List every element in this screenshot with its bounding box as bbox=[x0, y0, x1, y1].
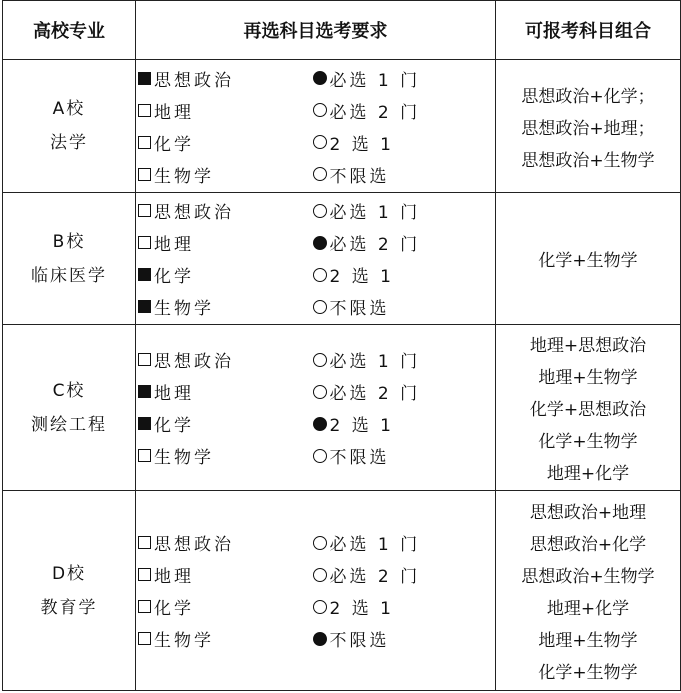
header-requirement: 再选科目选考要求 bbox=[136, 1, 496, 60]
subject-option bbox=[138, 291, 311, 323]
subject-option bbox=[138, 126, 311, 158]
requirement-mode-option bbox=[313, 195, 496, 227]
subject-label: 思想政治 bbox=[154, 352, 234, 372]
subject-label: 思想政治 bbox=[154, 535, 234, 555]
mode-label: 必选 1 门 bbox=[329, 203, 421, 223]
requirement-mode-option bbox=[313, 440, 496, 472]
subject-option bbox=[138, 527, 311, 559]
table-row bbox=[3, 60, 681, 193]
combo-item: 地理+思想政治 bbox=[529, 336, 647, 356]
subject-label: 地理 bbox=[154, 384, 194, 404]
combo-item: 思想政治+生物学 bbox=[521, 567, 655, 587]
empty-circle-icon bbox=[313, 353, 327, 367]
mode-label: 不限选 bbox=[329, 448, 390, 468]
subject-label: 地理 bbox=[154, 567, 194, 587]
empty-box-icon bbox=[138, 600, 151, 613]
subject-label: 思想政治 bbox=[154, 70, 234, 91]
school-name: D校 bbox=[51, 563, 87, 584]
major-name: 测绘工程 bbox=[31, 414, 107, 435]
requirement-mode-option bbox=[313, 376, 496, 408]
requirement-mode-option bbox=[313, 559, 496, 591]
empty-circle-icon bbox=[313, 300, 327, 314]
requirement-mode-option bbox=[313, 623, 496, 655]
subject-label: 化学 bbox=[154, 134, 194, 155]
empty-circle-icon bbox=[313, 167, 327, 181]
subject-option bbox=[138, 623, 311, 655]
filled-circle-icon bbox=[313, 71, 327, 85]
requirement-mode-cell bbox=[311, 491, 496, 691]
subject-requirements-table bbox=[2, 0, 681, 691]
subject-option bbox=[138, 559, 311, 591]
school-name: B校 bbox=[52, 231, 86, 252]
empty-box-icon bbox=[138, 449, 151, 462]
subject-label: 地理 bbox=[154, 235, 194, 255]
empty-box-icon bbox=[138, 236, 151, 249]
subject-label: 思想政治 bbox=[154, 203, 234, 223]
empty-circle-icon bbox=[313, 449, 327, 463]
subject-option bbox=[138, 440, 311, 472]
requirement-mode-option bbox=[313, 158, 496, 190]
empty-box-icon bbox=[138, 204, 151, 217]
empty-circle-icon bbox=[313, 536, 327, 550]
subject-options-cell bbox=[136, 491, 311, 691]
combo-item: 地理+化学 bbox=[546, 464, 630, 484]
empty-circle-icon bbox=[313, 103, 327, 117]
empty-box-icon bbox=[138, 568, 151, 581]
header-row bbox=[3, 1, 681, 60]
mode-label: 必选 1 门 bbox=[329, 70, 421, 91]
subject-options-cell bbox=[136, 193, 311, 325]
mode-label: 不限选 bbox=[329, 166, 390, 187]
requirement-mode-option bbox=[313, 408, 496, 440]
requirement-mode-cell bbox=[311, 325, 496, 491]
subject-option bbox=[138, 195, 311, 227]
subject-label: 生物学 bbox=[154, 448, 214, 468]
combo-item: 化学+生物学 bbox=[538, 432, 638, 452]
subject-option bbox=[138, 158, 311, 190]
subject-label: 化学 bbox=[154, 416, 194, 436]
combo-item: 思想政治+化学； bbox=[521, 86, 655, 107]
mode-label: 必选 2 门 bbox=[329, 384, 421, 404]
empty-box-icon bbox=[138, 136, 151, 149]
subject-label: 生物学 bbox=[154, 166, 214, 187]
checked-box-icon bbox=[138, 417, 151, 430]
requirement-mode-option bbox=[313, 591, 496, 623]
combo-item: 化学+生物学 bbox=[538, 663, 638, 683]
subject-option bbox=[138, 259, 311, 291]
mode-label: 2 选 1 bbox=[329, 416, 394, 436]
combo-item: 思想政治+地理 bbox=[529, 503, 647, 523]
checked-box-icon bbox=[138, 300, 151, 313]
header-combos: 可报考科目组合 bbox=[496, 1, 681, 60]
combo-item: 思想政治+生物学 bbox=[521, 150, 655, 171]
mode-label: 必选 1 门 bbox=[329, 535, 421, 555]
subject-label: 生物学 bbox=[154, 631, 214, 651]
subject-options-cell bbox=[136, 325, 311, 491]
subject-option bbox=[138, 227, 311, 259]
empty-box-icon bbox=[138, 104, 151, 117]
school-major-cell bbox=[3, 491, 136, 691]
empty-circle-icon bbox=[313, 204, 327, 218]
subject-label: 化学 bbox=[154, 599, 194, 619]
checked-box-icon bbox=[138, 385, 151, 398]
empty-circle-icon bbox=[313, 268, 327, 282]
school-name: C校 bbox=[52, 380, 86, 401]
combos-cell bbox=[496, 60, 681, 193]
subject-options-cell bbox=[136, 60, 311, 193]
table-row bbox=[3, 491, 681, 691]
subject-option bbox=[138, 344, 311, 376]
requirement-mode-option bbox=[313, 527, 496, 559]
combos-cell bbox=[496, 491, 681, 691]
combo-item: 思想政治+化学 bbox=[529, 535, 647, 555]
mode-label: 不限选 bbox=[329, 631, 390, 651]
major-name: 法学 bbox=[50, 133, 88, 153]
school-major-cell bbox=[3, 193, 136, 325]
requirement-mode-cell bbox=[311, 60, 496, 193]
empty-box-icon bbox=[138, 632, 151, 645]
requirement-mode-option bbox=[313, 227, 496, 259]
combos-cell bbox=[496, 325, 681, 491]
combos-cell bbox=[496, 193, 681, 325]
subject-option bbox=[138, 408, 311, 440]
mode-label: 必选 2 门 bbox=[329, 235, 421, 255]
mode-label: 必选 2 门 bbox=[329, 102, 421, 123]
school-major-cell bbox=[3, 325, 136, 491]
filled-circle-icon bbox=[313, 417, 327, 431]
requirement-mode-option bbox=[313, 291, 496, 323]
subject-label: 生物学 bbox=[154, 299, 214, 319]
empty-circle-icon bbox=[313, 568, 327, 582]
combo-item: 地理+化学 bbox=[546, 599, 630, 619]
combo-item: 地理+生物学 bbox=[538, 368, 638, 388]
empty-circle-icon bbox=[313, 600, 327, 614]
mode-label: 必选 1 门 bbox=[329, 352, 421, 372]
mode-label: 2 选 1 bbox=[329, 267, 394, 287]
school-name: A校 bbox=[52, 99, 86, 119]
subject-option bbox=[138, 376, 311, 408]
combo-item: 地理+生物学 bbox=[538, 631, 638, 651]
subject-option bbox=[138, 94, 311, 126]
filled-circle-icon bbox=[313, 236, 327, 250]
requirement-mode-option bbox=[313, 94, 496, 126]
table-row bbox=[3, 325, 681, 491]
empty-circle-icon bbox=[313, 135, 327, 149]
header-major: 高校专业 bbox=[3, 1, 136, 60]
mode-label: 不限选 bbox=[329, 299, 390, 319]
subject-label: 地理 bbox=[154, 102, 194, 123]
checked-box-icon bbox=[138, 268, 151, 281]
table-row bbox=[3, 193, 681, 325]
combo-item: 化学+思想政治 bbox=[529, 400, 647, 420]
filled-circle-icon bbox=[313, 632, 327, 646]
school-major-cell bbox=[3, 60, 136, 193]
major-name: 教育学 bbox=[40, 597, 98, 618]
subject-label: 化学 bbox=[154, 267, 194, 287]
mode-label: 2 选 1 bbox=[329, 134, 394, 155]
empty-box-icon bbox=[138, 168, 151, 181]
combo-item: 思想政治+地理； bbox=[521, 118, 655, 139]
empty-box-icon bbox=[138, 536, 151, 549]
subject-option bbox=[138, 591, 311, 623]
requirement-mode-option bbox=[313, 62, 496, 94]
requirement-mode-cell bbox=[311, 193, 496, 325]
empty-box-icon bbox=[138, 353, 151, 366]
combo-item: 化学+生物学 bbox=[538, 251, 638, 271]
requirement-mode-option bbox=[313, 126, 496, 158]
requirement-mode-option bbox=[313, 259, 496, 291]
major-name: 临床医学 bbox=[31, 265, 107, 286]
empty-circle-icon bbox=[313, 385, 327, 399]
subject-option bbox=[138, 62, 311, 94]
mode-label: 必选 2 门 bbox=[329, 567, 421, 587]
requirement-mode-option bbox=[313, 344, 496, 376]
checked-box-icon bbox=[138, 72, 151, 85]
mode-label: 2 选 1 bbox=[329, 599, 394, 619]
